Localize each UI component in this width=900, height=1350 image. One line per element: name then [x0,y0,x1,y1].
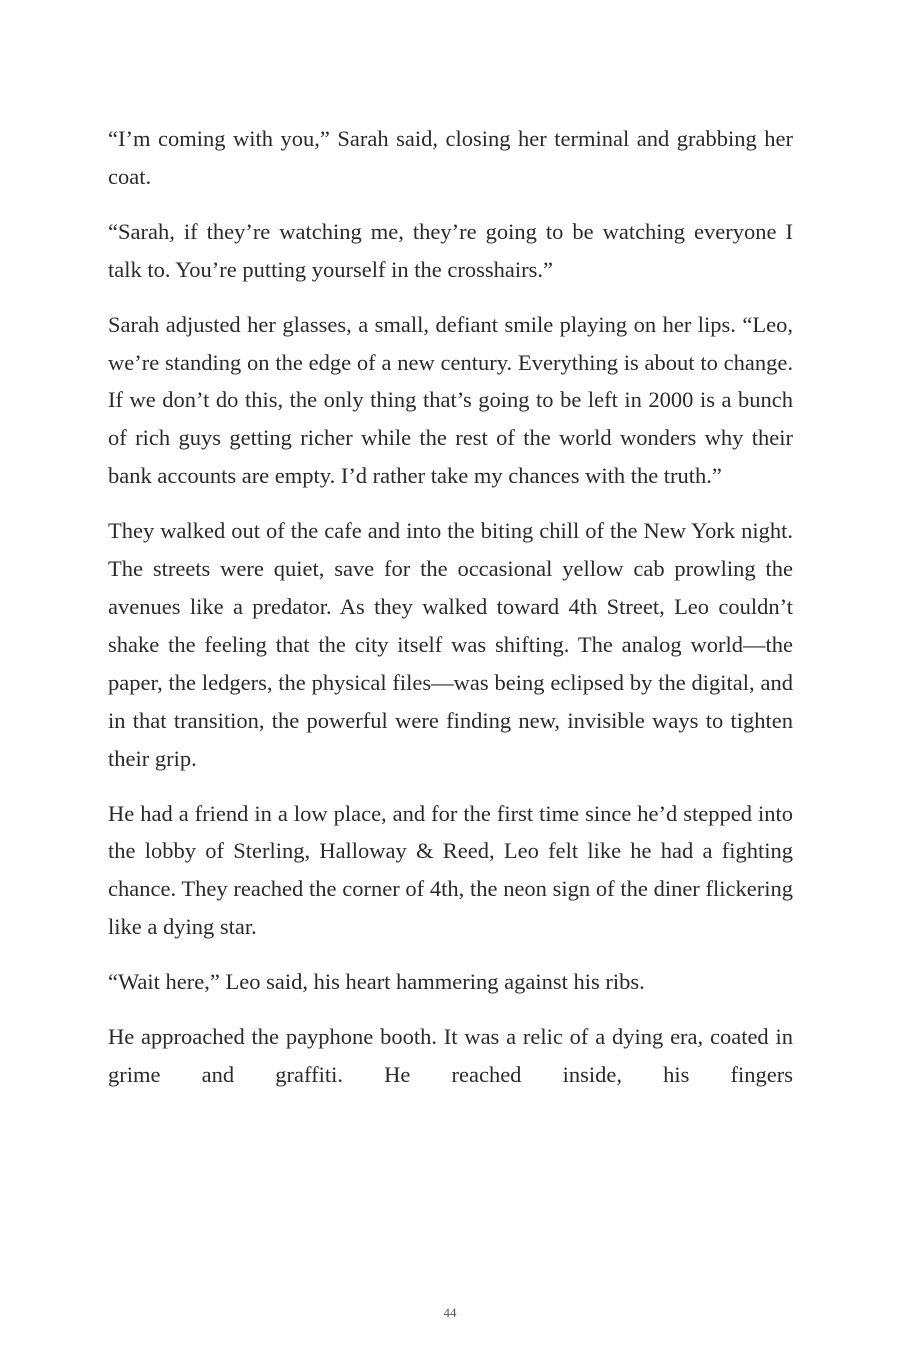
paragraph-4: They walked out of the cafe and into the biting chill of the New York night. The streets were quiet, save for the occasional yellow cab prowling the avenues like a predator. As they walked toward 4th Street, Leo couldn’t shake the feeling that the city itself was shifting. The analog world—the paper, the ledgers, the physical files—was being eclipsed by the digital, and in that transition, the powerful were finding new, invisible ways to tighten their grip. [108,518,793,771]
paragraph-6: “Wait here,” Leo said, his heart hammering against his ribs. [108,969,645,995]
paragraph-7: He approached the payphone booth. It was a relic of a dying era, coated in grime and graffiti. He reached inside, his fingers [108,1024,793,1087]
page-number: 44 [443,1305,457,1320]
paragraph-2: “Sarah, if they’re watching me, they’re going to be watching everyone I talk to. You’re putting yourself in the crosshairs.” [108,218,793,282]
paragraph-3: Sarah adjusted her glasses, a small, defiant smile playing on her lips. “Leo, we’re standing on the edge of a new century. Everything is about to change. If we don’t do this, the only thing that’s going to be left in 2000 is a bunch of rich guys getting richer while the rest of the world wonders why their bank accounts are empty. I’d rather take my chances with the truth.” [108,311,793,489]
paragraph-5: He had a friend in a low place, and for the first time since he’d stepped into the lobby of Sterling, Halloway & Reed, Leo felt like he had a fighting chance. They reached the corner of 4th, the neon sign of the diner flickering like a dying star. [108,800,793,940]
body-text [108,120,793,1111]
paragraph-1: “I’m coming with you,” Sarah said, closing her terminal and grabbing her coat. [108,126,793,189]
